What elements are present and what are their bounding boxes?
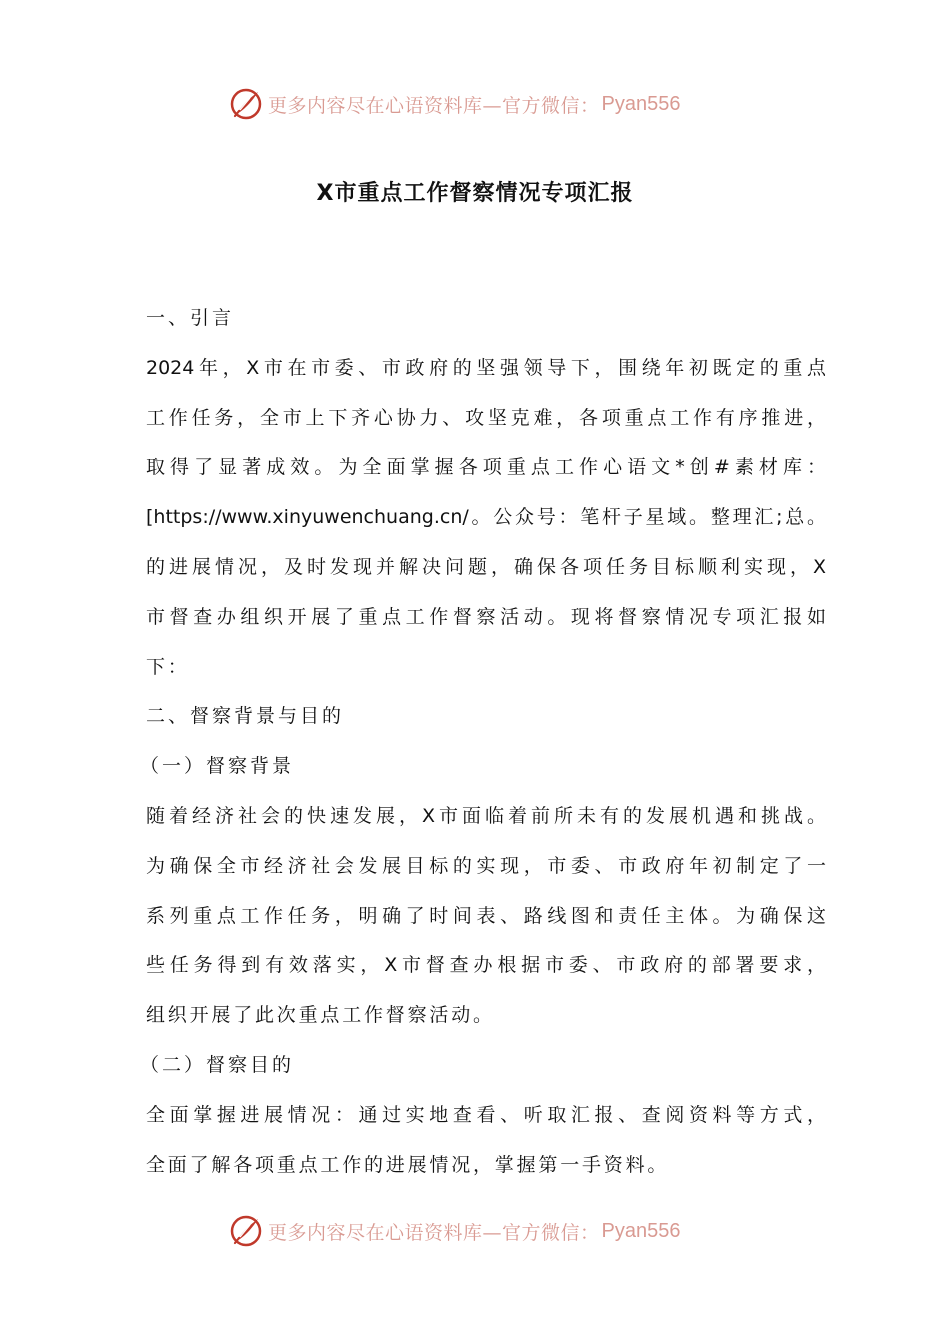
section-heading-intro: 一、引言 (146, 307, 235, 329)
paragraph-line: 系列重点工作任务，明确了时间表、路线图和责任主体。为确保这 (146, 904, 826, 927)
paragraph-line: 下： (146, 655, 190, 678)
section-heading-background-purpose: 二、督察背景与目的 (146, 705, 345, 728)
quill-pen-logo-icon (228, 86, 264, 122)
watermark-wechat-id: Pyan556 (601, 92, 681, 115)
document-body (140, 294, 826, 1190)
subsection-heading-background: （一）督察背景 (140, 755, 295, 778)
paragraph-line: 随着经济社会的快速发展，X市面临着前所未有的发展机遇和挑战。 (146, 804, 826, 827)
watermark-text: 更多内容尽在心语资料库—官方微信： (268, 94, 600, 117)
quill-pen-logo-icon (228, 1213, 264, 1249)
paragraph-line: 组织开展了此次重点工作督察活动。 (146, 1004, 495, 1027)
paragraph-line: 2024年，X市在市委、市政府的坚强领导下，围绕年初既定的重点 (146, 356, 826, 379)
paragraph-line: 为确保全市经济社会发展目标的实现，市委、市政府年初制定了一 (146, 854, 826, 877)
paragraph-line: 全面了解各项重点工作的进展情况，掌握第一手资料。 (146, 1153, 670, 1176)
paragraph-line: 的进展情况，及时发现并解决问题，确保各项任务目标顺利实现，X (146, 555, 826, 578)
paragraph-line: 全面掌握进展情况：通过实地查看、听取汇报、查阅资料等方式， (146, 1103, 826, 1126)
watermark-wechat-id: Pyan556 (601, 1219, 681, 1242)
header-watermark (228, 84, 680, 124)
paragraph-line: 些任务得到有效落实，X市督查办根据市委、市政府的部署要求， (146, 954, 826, 977)
footer-watermark (228, 1211, 680, 1251)
paragraph-line: 工作任务，全市上下齐心协力、攻坚克难，各项重点工作有序推进， (146, 406, 826, 429)
paragraph-line: 取得了显著成效。为全面掌握各项重点工作心语文*创#素材库： (146, 456, 826, 479)
watermark-text: 更多内容尽在心语资料库—官方微信： (268, 1221, 600, 1244)
paragraph-line: [https://www.xinyuwenchuang.cn/。公众号：笔杆子星域。整理汇;总。 (146, 506, 826, 529)
paragraph-line: 市督查办组织开展了重点工作督察活动。现将督察情况专项汇报如 (146, 605, 826, 628)
subsection-heading-purpose: （二）督察目的 (140, 1053, 295, 1076)
document-title: X市重点工作督察情况专项汇报 (316, 181, 634, 206)
